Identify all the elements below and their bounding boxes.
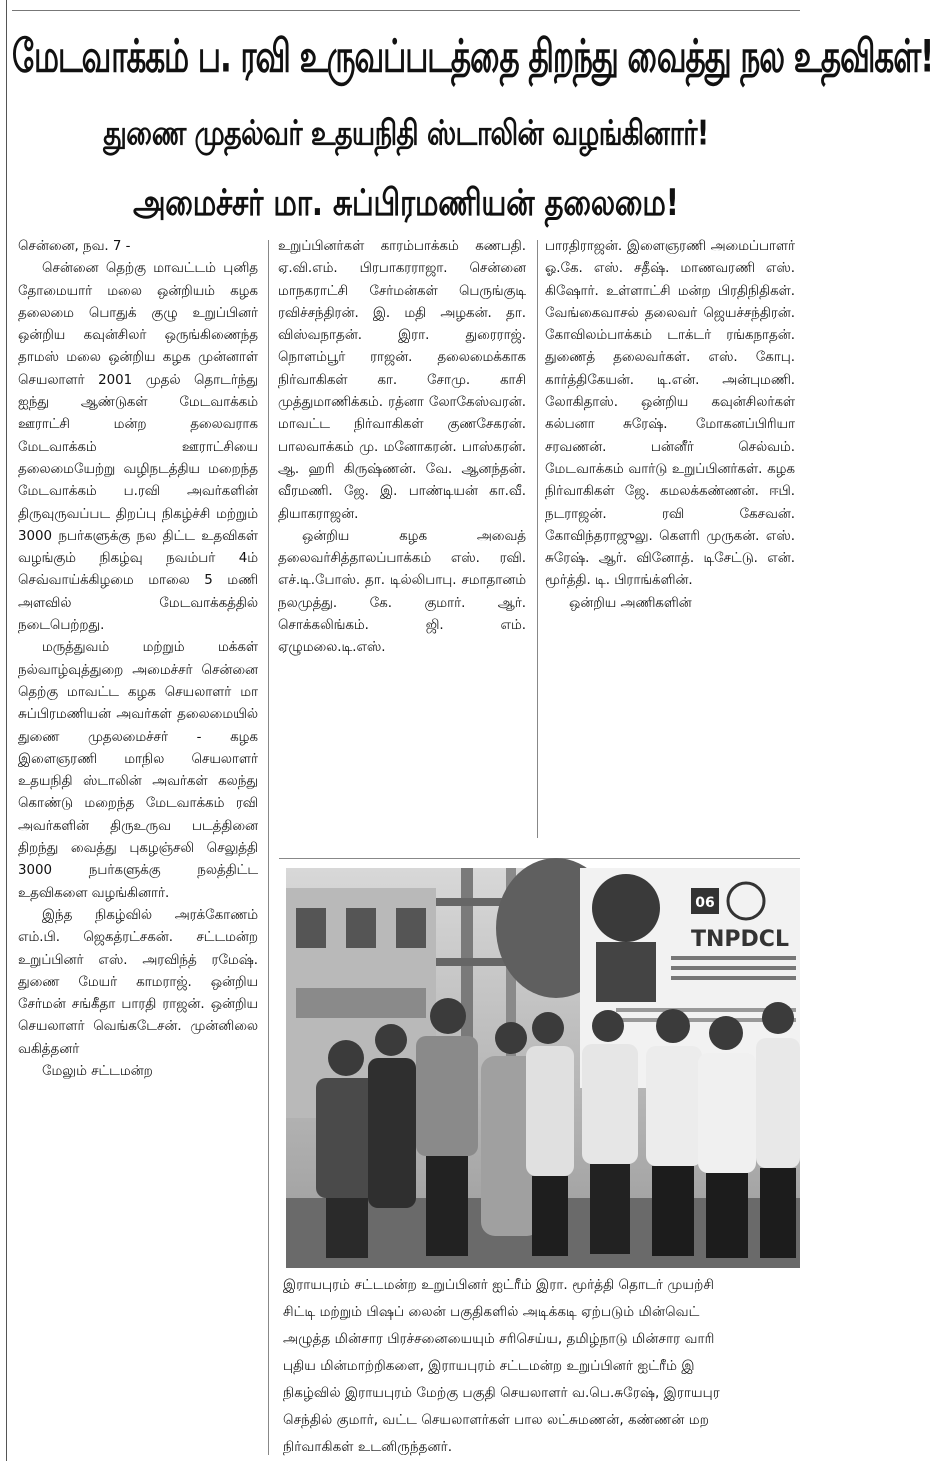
column-rule [268,240,269,1455]
banner-text: TNPDCL [691,927,789,952]
sub-headline-2: அமைச்சர் மா. சுப்பிரமணியன் தலைமை! [133,181,679,224]
caption-line: அழுத்த மின்சார பிரச்சனையையும் சரிசெய்ய, தமிழ்நாடு மின்சார வாரி [283,1331,715,1347]
article-paragraph: இந்த நிகழ்வில் அரக்கோணம் எம்.பி. ஜெகத்ரட்சகன். சட்டமன்ற உறுப்பினர் எஸ். அரவிந்த் ரமேஷ். துணை மேயர் காமராஜ். ஒன்றிய சேர்மன் சங்கீதா பாரதி ராஜன். ஒன்றிய செயலாளர் வெங்கடேசன். முன்னிலை வகித்தனர் [18,907,258,1057]
article-column-1 [18,236,258,1458]
column-rule [537,240,538,838]
top-rule [12,10,800,11]
photo-illustration [286,868,800,1268]
article-paragraph: சென்னை தெற்கு மாவட்டம் புனித தோமையார் மலை ஒன்றியம் கழக தலைமை பொதுக் குழு உறுப்பினர் ஒன்றிய கவுன்சிலர் ஒருங்கிணைந்த தாமஸ் மலை ஒன்றிய கழக முன்னாள் செயலாளர் 2001 முதல் தொடர்ந்து ஐந்து ஆண்டுகள் மேடவாக்கம் ஊராட்சி மன்ற தலைவராக மேடவாக்கம் ஊராட்சியை தலைமையேற்று வழிநடத்திய மறைந்த மேடவாக்கம் ப.ரவி அவர்களின் திருவுருவப்பட திறப்பு நிகழ்ச்சி மற்றும் 3000 நபர்களுக்கு நல திட்ட உதவிகள் வழங்கும் நிகழ்வு நவம்பர் 4ம் செவ்வாய்க்கிழமை மாலை 5 மணி அளவில் மேடவாக்கத்தில் நடைபெற்றது. [18,261,258,634]
article-paragraph: பாரதிராஜன். இளைஞரணி அமைப்பாளர் ஓ.கே. எஸ். சதீஷ். மாணவரணி எஸ். கிஷோர். உள்ளாட்சி மன்ற பிரதிநிதிகள். வேங்கைவாசல் தலைவர் ஜெயச்சந்திரன். கோவிலம்பாக்கம் டாக்டர் ரங்கநாதன். துணைத் தலைவர்கள். எஸ். கோபு. கார்த்திகேயன். டி.என். அன்புமணி. லோகிதாஸ். ஒன்றிய கவுன்சிலர்கள் கல்பனா சுரேஷ். மோகனப்பிரியா சரவணன். பன்னீர் செல்வம். மேடவாக்கம் வார்டு உறுப்பினர்கள். கழக நிர்வாகிகள் ஜே. கமலக்கண்ணன். ஈபி. நடராஜன். ரவி கேசவன். கோவிந்தராஜுலு. கௌரி முருகன். எஸ். சுரேஷ். ஆர். வினோத். டிசேட்டு. என். மூர்த்தி. டி. பிராங்க்ளின். [545,239,795,589]
article-paragraph: ஒன்றிய அணிகளின் [569,595,692,611]
banner-number: 06 [695,895,715,911]
caption-line: நிர்வாகிகள் உடனிருந்தனர். [283,1439,453,1455]
article-column-3 [545,236,795,836]
photo-caption [283,1272,803,1455]
caption-line: சிட்டி மற்றும் பிஷப் லைன் பகுதிகளில் அடிக்கடி ஏற்படும் மின்வெட் [283,1304,700,1320]
article-column-2 [278,236,526,836]
caption-line: செந்தில் குமார், வட்ட செயலாளர்கள் பால லட்சுமணன், கண்ணன் மற [283,1412,709,1428]
news-photo [286,868,800,1268]
dateline: சென்னை, நவ. 7 - [18,239,131,254]
article-paragraph: மருத்துவம் மற்றும் மக்கள் நல்வாழ்வுத்துறை அமைச்சர் சென்னை தெற்கு மாவட்ட கழக செயலாளர் மா சுப்பிரமணியன் அவர்கள் தலைமையில் துணை முதலமைச்சர் - கழக இளைஞரணி மாநில செயலாளர் உதயநிதி ஸ்டாலின் அவர்கள் கலந்து கொண்டு மறைந்த மேடவாக்கம் ரவி அவர்களின் திருஉருவ படத்தினை திறந்து வைத்து புகழஞ்சலி செலுத்தி 3000 நபர்களுக்கு நலத்திட்ட உதவிகளை வழங்கினார். [18,640,258,901]
left-column-rule [6,0,7,1461]
photo-frame-rule [279,858,800,859]
caption-line: இராயபுரம் சட்டமன்ற உறுப்பினர் ஐட்ரீம் இரா. மூர்த்தி தொடர் முயற்சி [283,1277,714,1293]
main-headline: மேடவாக்கம் ப. ரவி உருவப்படத்தை திறந்து வைத்து நல உதவிகள்! [12,30,933,84]
article-paragraph: ஒன்றிய கழக அவைத் தலைவர்சித்தாலப்பாக்கம் எஸ். ரவி. எச்.டி.போஸ். தா. டில்லிபாபு. சமாதானம் நலமுத்து. கே. குமார். ஆர். சொக்கலிங்கம். ஜி. எம். ஏழுமலை.டி.எஸ். [278,528,526,656]
article-paragraph: மேலும் சட்டமன்ற [42,1063,153,1079]
caption-line: நிகழ்வில் இராயபுரம் மேற்கு பகுதி செயலாளர் வ.பெ.சுரேஷ், இராயபுர [283,1385,720,1401]
caption-line: புதிய மின்மாற்றிகளை, இராயபுரம் சட்டமன்ற உறுப்பினர் ஐட்ரீம் இ [283,1358,695,1374]
sub-headline-1: துணை முதல்வர் உதயநிதி ஸ்டாலின் வழங்கினார்! [103,114,709,154]
article-paragraph: உறுப்பினர்கள் காரம்பாக்கம் கணபதி. ஏ.வி.எம். பிரபாகரராஜா. சென்னை மாநகராட்சி சேர்மன்கள் பெருங்குடி ரவிச்சந்திரன். இ. மதி அழகன். தா. விஸ்வநாதன். இரா. துரைராஜ். நொளம்பூர் ராஜன். தலைமைக்காக நிர்வாகிகள் கா. சோமு. காசி முத்துமாணிக்கம். ரத்னா லோகேஸ்வரன். மாவட்ட நிர்வாகிகள் குணசேகரன். பாலவாக்கம் மு. மனோகரன். பாஸ்கரன். ஆ. ஹரி கிருஷ்ணன். வே. ஆனந்தன். வீரமணி. ஜே. இ. பாண்டியன் கா.வீ. தியாகராஜன். [278,239,526,522]
